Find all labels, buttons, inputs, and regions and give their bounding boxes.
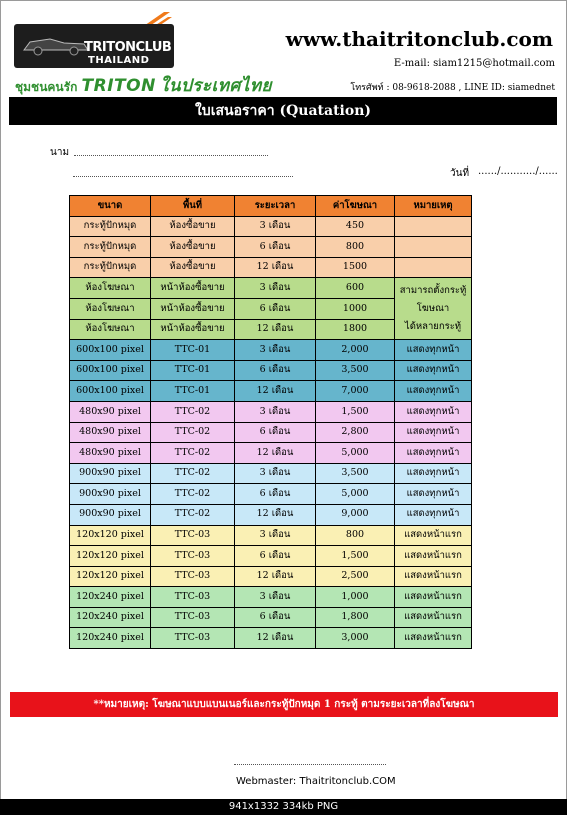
header-price: ค่าโฆษณา [316, 196, 395, 217]
cell-size: 600x100 pixel [70, 381, 151, 402]
cell-period: 6 เดือน [235, 360, 316, 381]
address-field-line [73, 176, 293, 177]
cell-period: 12 เดือน [235, 257, 316, 278]
cell-period: 12 เดือน [235, 319, 316, 340]
header-note: หมายเหตุ [395, 196, 472, 217]
cell-size: 120x120 pixel [70, 546, 151, 567]
cell-area: TTC-01 [151, 340, 235, 361]
cell-price: 2,000 [316, 340, 395, 361]
table-row [70, 463, 472, 484]
cell-area: TTC-02 [151, 484, 235, 505]
cell-size: กระทู้ปักหมุด [70, 237, 151, 258]
cell-size: 120x240 pixel [70, 587, 151, 608]
cell-price: 3,500 [316, 463, 395, 484]
table-row [70, 278, 472, 299]
image-info-bar: 941x1332 334kb PNG [0, 799, 567, 815]
cell-size: 480x90 pixel [70, 401, 151, 422]
table-row [70, 484, 472, 505]
table-header-row [70, 196, 472, 217]
cell-area: TTC-02 [151, 422, 235, 443]
cell-area: TTC-02 [151, 463, 235, 484]
cell-price: 3,000 [316, 628, 395, 649]
cell-price: 5,000 [316, 484, 395, 505]
cell-area: TTC-03 [151, 628, 235, 649]
name-label: นาม [50, 147, 70, 158]
cell-note: แสดงทุกหน้า [395, 381, 472, 402]
cell-note: แสดงทุกหน้า [395, 422, 472, 443]
cell-area: หน้าห้องซื้อขาย [151, 278, 235, 299]
cell-note: แสดงทุกหน้า [395, 360, 472, 381]
table-row [70, 360, 472, 381]
cell-size: ห้องโฆษณา [70, 319, 151, 340]
cell-area: TTC-02 [151, 504, 235, 525]
header-area: พื้นที่ [151, 196, 235, 217]
contact-phone: โทรศัพท์ : 08-9618-2088 , LINE ID: siamednet [350, 83, 555, 93]
cell-note [395, 257, 472, 278]
cell-note: แสดงหน้าแรก [395, 628, 472, 649]
cell-price: 800 [316, 237, 395, 258]
cell-period: 12 เดือน [235, 504, 316, 525]
tagline-brand: TRITON [81, 76, 156, 96]
cell-price: 1,800 [316, 607, 395, 628]
signature-line [234, 764, 386, 765]
cell-size: 120x240 pixel [70, 607, 151, 628]
table-row [70, 566, 472, 587]
cell-price: 1,500 [316, 401, 395, 422]
table-row [70, 546, 472, 567]
merged-note-cell [395, 278, 472, 340]
cell-price: 9,000 [316, 504, 395, 525]
cell-note: แสดงทุกหน้า [395, 340, 472, 361]
cell-period: 3 เดือน [235, 463, 316, 484]
cell-size: กระทู้ปักหมุด [70, 257, 151, 278]
truck-icon [22, 34, 92, 56]
cell-period: 6 เดือน [235, 607, 316, 628]
cell-note: แสดงทุกหน้า [395, 484, 472, 505]
cell-area: ห้องซื้อขาย [151, 216, 235, 237]
cell-size: 900x90 pixel [70, 484, 151, 505]
cell-period: 6 เดือน [235, 484, 316, 505]
cell-area: TTC-03 [151, 566, 235, 587]
cell-price: 2,800 [316, 422, 395, 443]
tagline [15, 72, 272, 99]
logo-text-bottom: THAILAND [88, 55, 150, 66]
cell-period: 3 เดือน [235, 340, 316, 361]
cell-period: 3 เดือน [235, 401, 316, 422]
table-row [70, 587, 472, 608]
cell-size: 600x100 pixel [70, 340, 151, 361]
document-title: ใบเสนอราคา (Quatation) [9, 97, 557, 125]
table-row [70, 628, 472, 649]
cell-note: แสดงหน้าแรก [395, 566, 472, 587]
table-row [70, 381, 472, 402]
cell-size: 480x90 pixel [70, 443, 151, 464]
date-field: ....../.........../...... [478, 166, 558, 177]
webmaster-credit: Webmaster: Thaitritonclub.COM [236, 776, 396, 787]
cell-price: 7,000 [316, 381, 395, 402]
cell-note: แสดงทุกหน้า [395, 463, 472, 484]
cell-period: 12 เดือน [235, 443, 316, 464]
cell-area: หน้าห้องซื้อขาย [151, 319, 235, 340]
cell-price: 800 [316, 525, 395, 546]
cell-period: 3 เดือน [235, 278, 316, 299]
table-row [70, 401, 472, 422]
cell-price: 1000 [316, 298, 395, 319]
cell-price: 1,500 [316, 546, 395, 567]
cell-note: แสดงหน้าแรก [395, 525, 472, 546]
cell-price: 600 [316, 278, 395, 299]
date-label: วันที่ [450, 168, 470, 179]
tagline-prefix: ชุมชนคนรัก [15, 80, 78, 94]
cell-price: 1,000 [316, 587, 395, 608]
cell-size: ห้องโฆษณา [70, 278, 151, 299]
remark-banner: **หมายเหตุ: โฆษณาแบบแบนเนอร์และกระทู้ปักหมุด 1 กระทู้ ตามระยะเวลาที่ลงโฆษณา [10, 692, 558, 717]
cell-size: 900x90 pixel [70, 504, 151, 525]
price-table [69, 195, 472, 649]
merged-note-line: ได้หลายกระทู้ [404, 320, 462, 332]
cell-note: แสดงหน้าแรก [395, 607, 472, 628]
header-period: ระยะเวลา [235, 196, 316, 217]
cell-period: 12 เดือน [235, 628, 316, 649]
cell-note [395, 216, 472, 237]
logo-text-top: TRITONCLUB [84, 40, 172, 55]
cell-period: 12 เดือน [235, 381, 316, 402]
table-row [70, 257, 472, 278]
cell-area: TTC-03 [151, 587, 235, 608]
cell-price: 450 [316, 216, 395, 237]
cell-period: 3 เดือน [235, 216, 316, 237]
cell-area: TTC-02 [151, 401, 235, 422]
cell-period: 6 เดือน [235, 546, 316, 567]
cell-note [395, 237, 472, 258]
cell-note: แสดงหน้าแรก [395, 587, 472, 608]
cell-area: ห้องซื้อขาย [151, 257, 235, 278]
tagline-suffix: ในประเทศไทย [160, 76, 273, 96]
merged-note-line: สามารถตั้งกระทู้ [399, 284, 467, 296]
cell-area: TTC-03 [151, 525, 235, 546]
website-url: www.thaitritonclub.com [285, 27, 553, 51]
cell-price: 1500 [316, 257, 395, 278]
cell-size: 900x90 pixel [70, 463, 151, 484]
tritonclub-logo [14, 10, 182, 68]
cell-period: 6 เดือน [235, 298, 316, 319]
cell-area: หน้าห้องซื้อขาย [151, 298, 235, 319]
cell-period: 6 เดือน [235, 422, 316, 443]
cell-period: 3 เดือน [235, 525, 316, 546]
cell-note: แสดงทุกหน้า [395, 401, 472, 422]
cell-price: 3,500 [316, 360, 395, 381]
cell-area: ห้องซื้อขาย [151, 237, 235, 258]
cell-size: 120x240 pixel [70, 628, 151, 649]
cell-area: TTC-01 [151, 381, 235, 402]
cell-area: TTC-03 [151, 607, 235, 628]
table-row [70, 443, 472, 464]
cell-price: 1800 [316, 319, 395, 340]
name-field-line [74, 155, 268, 156]
header-size: ขนาด [70, 196, 151, 217]
table-row [70, 504, 472, 525]
table-row [70, 525, 472, 546]
cell-period: 6 เดือน [235, 237, 316, 258]
cell-size: 120x120 pixel [70, 525, 151, 546]
cell-size: 600x100 pixel [70, 360, 151, 381]
table-row [70, 237, 472, 258]
cell-price: 2,500 [316, 566, 395, 587]
table-row [70, 422, 472, 443]
table-row [70, 340, 472, 361]
merged-note-line: โฆษณา [416, 302, 450, 314]
table-row [70, 216, 472, 237]
table-row [70, 607, 472, 628]
cell-size: 120x120 pixel [70, 566, 151, 587]
cell-area: TTC-03 [151, 546, 235, 567]
cell-price: 5,000 [316, 443, 395, 464]
cell-area: TTC-02 [151, 443, 235, 464]
cell-period: 3 เดือน [235, 587, 316, 608]
cell-note: แสดงทุกหน้า [395, 504, 472, 525]
cell-period: 12 เดือน [235, 566, 316, 587]
cell-area: TTC-01 [151, 360, 235, 381]
cell-size: กระทู้ปักหมุด [70, 216, 151, 237]
cell-size: ห้องโฆษณา [70, 298, 151, 319]
cell-note: แสดงทุกหน้า [395, 443, 472, 464]
cell-note: แสดงหน้าแรก [395, 546, 472, 567]
contact-email: E-mail: siam1215@hotmail.com [393, 58, 555, 69]
cell-size: 480x90 pixel [70, 422, 151, 443]
